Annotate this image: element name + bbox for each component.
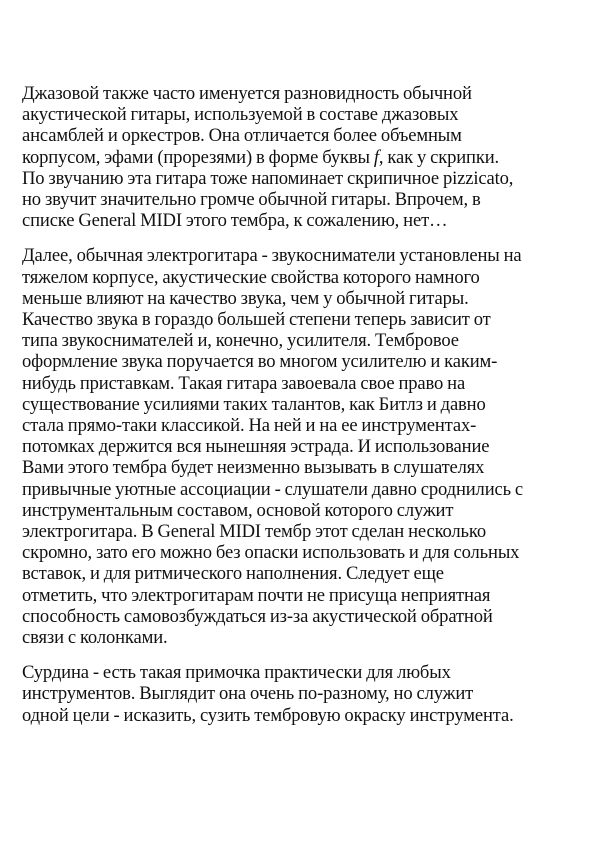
text-line: вставок, и для ритмического наполнения. Следует еще — [22, 563, 444, 585]
text-line: стала прямо-таки классикой. На ней и на ее инструментах- — [22, 415, 477, 437]
paragraph-electric-guitar — [22, 245, 576, 648]
text-line — [22, 147, 576, 168]
text-line: По звучанию эта гитара тоже напоминает скрипичное pizzicato, — [22, 167, 514, 189]
text-line: отметить, что электрогитарам почти не присуща неприятная — [22, 584, 491, 606]
document-body — [22, 83, 576, 740]
text-line: Сурдина - есть такая примочка практически для любых — [22, 662, 451, 684]
text-line: списке General MIDI этого тембра, к сожалению, нет… — [22, 210, 448, 232]
text-line: но звучит значительно громче обычной гитары. Впрочем, в — [22, 189, 481, 211]
text-line: связи с колонками. — [22, 627, 168, 649]
text-line: Джазовой также часто именуется разновидность обычной — [22, 83, 472, 104]
italic-letter-f: f — [373, 146, 379, 168]
text-line: Качество звука в гораздо большей степени теперь зависит от — [22, 309, 491, 331]
text-line: акустической гитары, используемой в составе джазовых — [22, 104, 459, 126]
text-line: ансамблей и оркестров. Она отличается более объемным — [22, 125, 462, 147]
paragraph-jazz-guitar — [22, 83, 576, 231]
text-line: привычные уютные ассоциации - слушатели давно сроднились с — [22, 478, 524, 500]
text-line: способность самовозбуждаться из-за акустической обратной — [22, 605, 493, 627]
text-run: корпусом, эфами (прорезями) в форме буквы — [22, 146, 374, 168]
text-line: существование усилиями таких талантов, как Битлз и давно — [22, 393, 486, 415]
text-line: типа звукоснимателей и, конечно, усилителя. Тембровое — [22, 330, 459, 352]
text-line: инструментальным составом, основой которого служит — [22, 499, 454, 521]
text-line: одной цели - исказить, сузить тембровую окраску инструмента. — [22, 704, 514, 726]
text-line: скромно, зато его можно без опаски использовать и для сольных — [22, 542, 520, 564]
text-line: Далее, обычная электрогитара - звукосниматели установлены на — [22, 245, 522, 267]
text-line: потомках держится вся нынешняя эстрада. И использование — [22, 436, 490, 458]
text-run: , как у скрипки. — [378, 146, 500, 168]
text-line: меньше влияют на качество звука, чем у обычной гитары. — [22, 287, 469, 309]
text-line: электрогитара. В General MIDI тембр этот сделан несколько — [22, 521, 486, 543]
text-line: инструментов. Выглядит она очень по-разному, но служит — [22, 683, 474, 705]
text-line: Вами этого тембра будет неизменно вызывать в слушателях — [22, 457, 485, 479]
paragraph-mute — [22, 662, 576, 726]
text-line: нибудь приставкам. Такая гитара завоевала свое право на — [22, 372, 466, 394]
text-line: оформление звука поручается во многом усилителю и каким- — [22, 351, 498, 373]
text-line: тяжелом корпусе, акустические свойства которого намного — [22, 266, 480, 288]
